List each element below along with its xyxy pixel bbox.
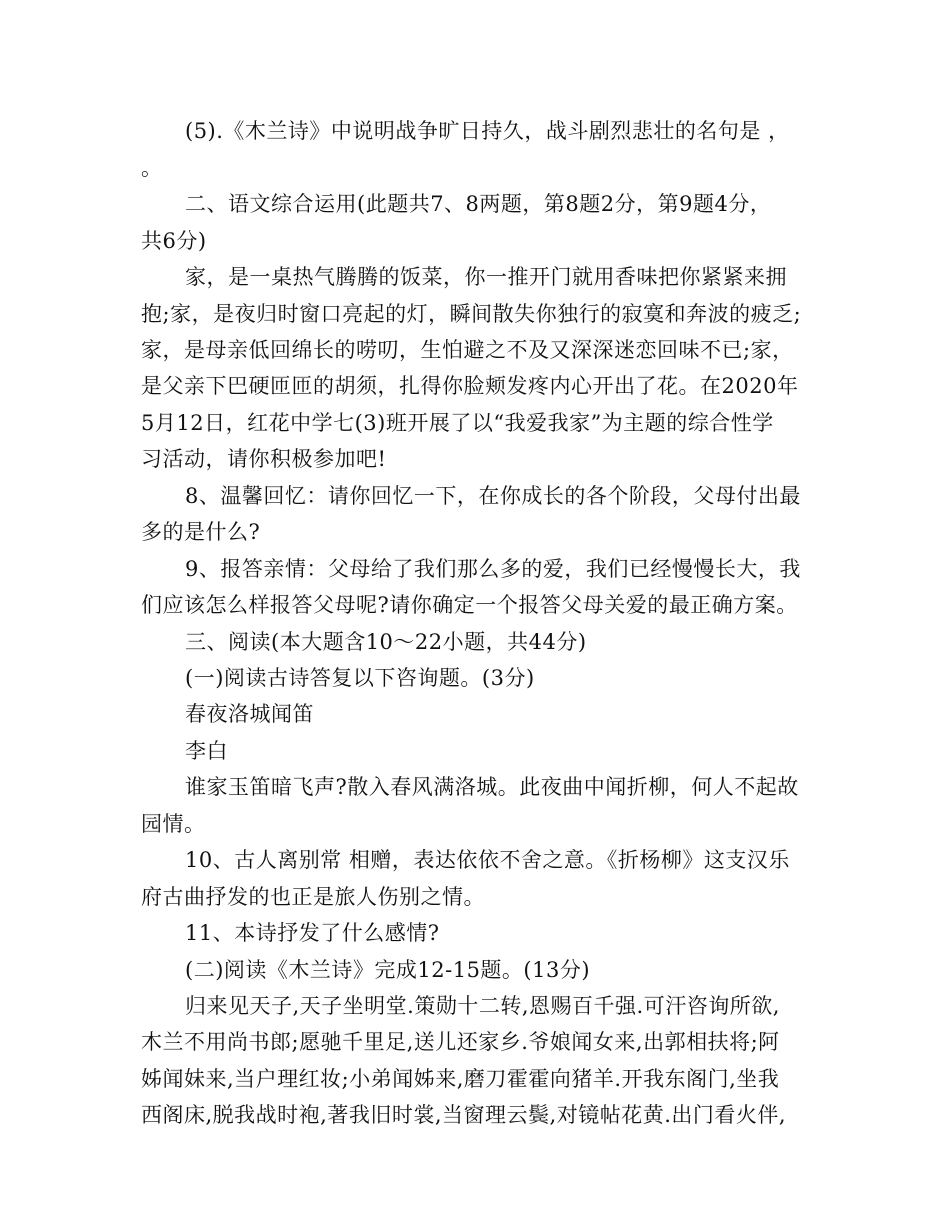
poem-author: 李白 (185, 739, 228, 763)
subsection-heading: (二)阅读《木兰诗》完成12-15题。(13分) (185, 958, 591, 982)
question-9: 9、报答亲情：父母给了我们那么多的爱，我们已经慢慢长大，我 (185, 557, 801, 581)
passage-text: 木兰不用尚书郎;愿驰千里足,送儿还家乡.爷娘闻女来,出郭相扶将;阿 (141, 1030, 780, 1054)
text-line: 多的是什么? (141, 520, 261, 544)
text-line: 们应该怎么样报答父母呢?请你确定一个报答父母关爱的最正确方案。 (141, 593, 798, 617)
text-line: 。 (141, 156, 163, 180)
section-heading: 二、语文综合运用(此题共7、8两题，第8题2分，第9题4分， (185, 192, 772, 216)
text-line: 家，是一桌热气腾腾的饭菜，你一推开门就用香味把你紧紧来拥 (185, 265, 787, 289)
question-11: 11、本诗抒发了什么感情? (185, 921, 440, 945)
text-line: (5).《木兰诗》中说明战争旷日持久，战斗剧烈悲壮的名句是 ， (185, 119, 790, 143)
passage-text: 归来见天子,天子坐明堂.策勋十二转,恩赐百千强.可汗咨询所欲, (185, 994, 780, 1018)
text-line: 是父亲下巴硬匝匝的胡须，扎得你脸颊发疼内心开出了花。在2020年 (141, 374, 799, 398)
text-line: 抱;家，是夜归时窗口亮起的灯，瞬间散失你独行的寂寞和奔波的疲乏; (141, 302, 802, 326)
poem-title: 春夜洛城闻笛 (185, 702, 314, 726)
poem-text: 园情。 (141, 812, 206, 836)
passage-text: 姊闻妹来,当户理红妆;小弟闻姊来,磨刀霍霍向猪羊.开我东阁门,坐我 (141, 1067, 780, 1091)
section-heading: 三、阅读(本大题含10～22小题，共44分) (185, 630, 587, 654)
text-line: 府古曲抒发的也正是旅人伤别之情。 (141, 885, 485, 909)
text-line: 共6分) (141, 229, 207, 253)
subsection-heading: (一)阅读古诗答复以下咨询题。(3分) (185, 666, 535, 690)
poem-text: 谁家玉笛暗飞声?散入春风满洛城。此夜曲中闻折柳，何人不起故 (185, 775, 799, 799)
text-line: 家，是母亲低回绵长的唠叨，生怕避之不及又深深迷恋回味不已;家， (141, 338, 794, 362)
text-line: 5月12日，红花中学七(3)班开展了以“我爱我家”为主题的综合性学 (141, 411, 774, 435)
passage-text: 西阁床,脱我战时袍,著我旧时裳,当窗理云鬓,对镜帖花黄.出门看火伴, (141, 1103, 787, 1127)
question-8: 8、温馨回忆：请你回忆一下，在你成长的各个阶段，父母付出最 (185, 484, 801, 508)
question-10: 10、古人离别常 相赠，表达依依不舍之意。《折杨柳》这支汉乐 (185, 848, 790, 872)
text-line: 习活动，请你积极参加吧! (141, 447, 387, 471)
